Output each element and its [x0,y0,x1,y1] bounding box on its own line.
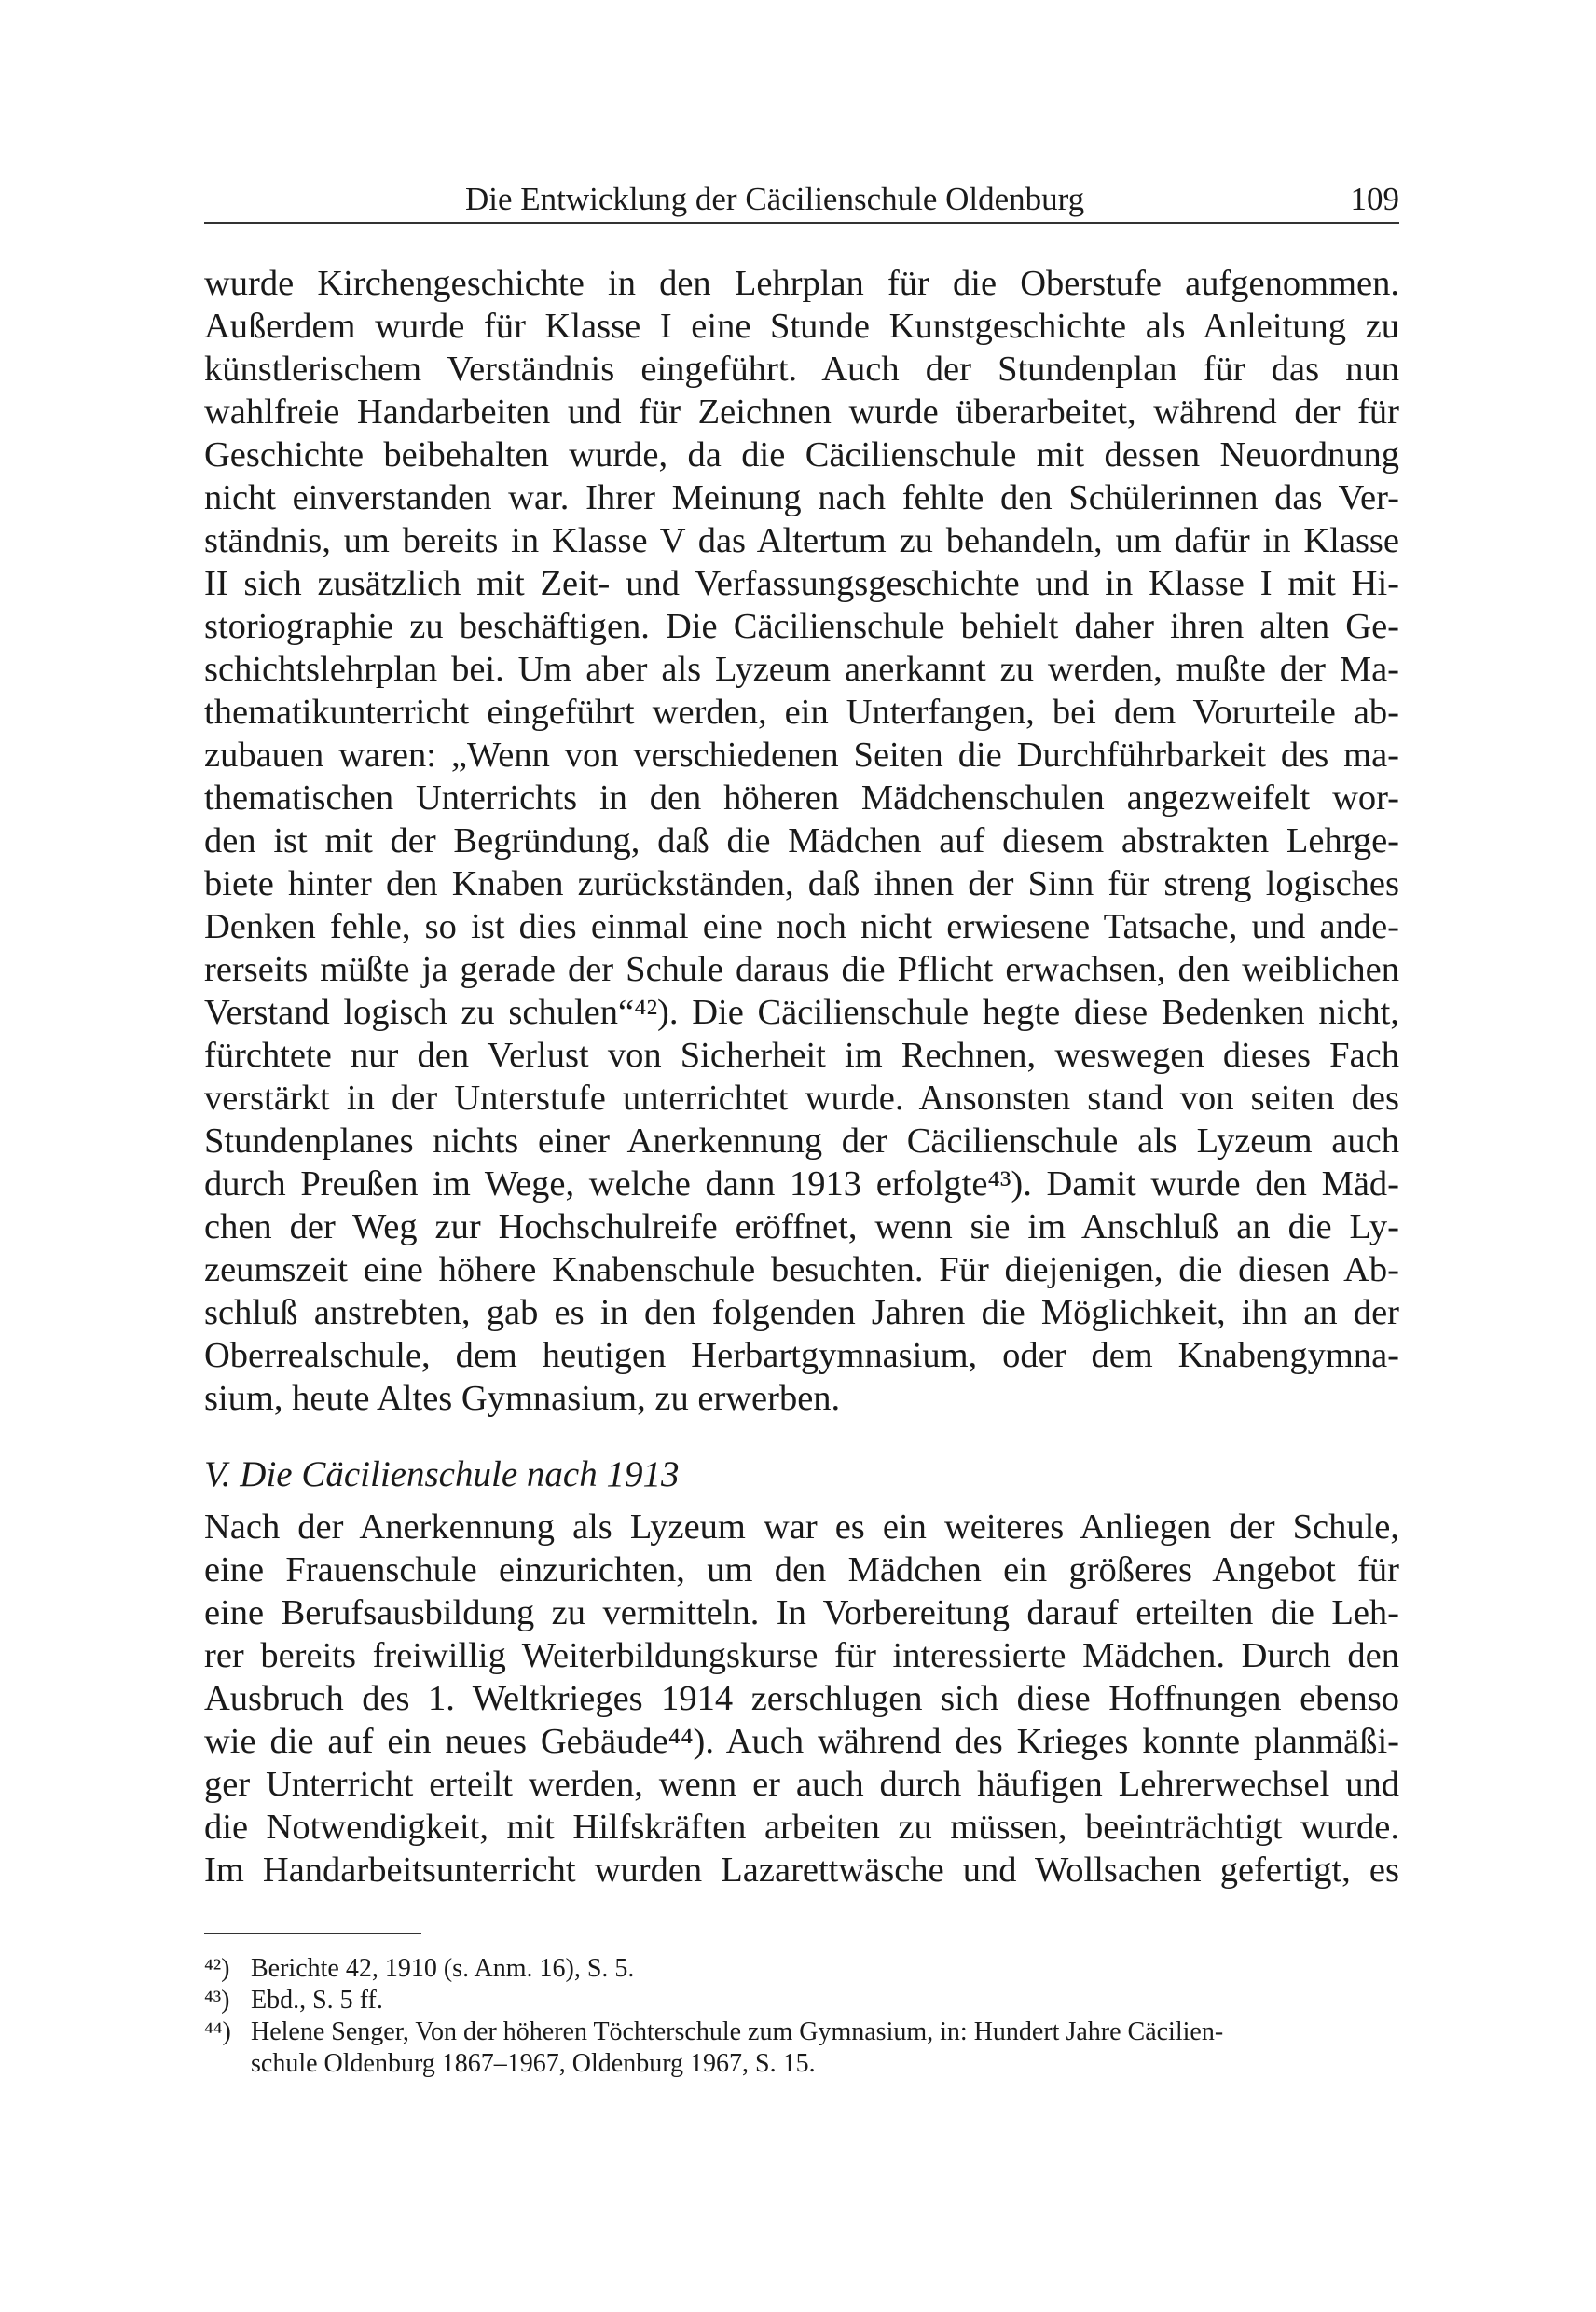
text-line: schichtslehrplan bei. Um aber als Lyzeum anerkannt zu werden, mußte der Ma- [204,650,1399,689]
text-line: eine Frauenschule einzurichten, um den Mädchen ein größeres Angebot für [204,1550,1399,1590]
running-header [204,177,1399,224]
text-line: zubauen waren: „Wenn von verschiedenen Seiten die Durchführbarkeit des ma- [204,736,1399,775]
text-line: Nach der Anerkennung als Lyzeum war es ein weiteres Anliegen der Schule, [204,1507,1399,1547]
text-line: zeumszeit eine höhere Knabenschule besuchten. Für diejenigen, die diesen Ab- [204,1250,1399,1289]
text-line: künstlerischem Verständnis eingeführt. Auch der Stundenplan für das nun [204,350,1399,389]
footnote-text: Helene Senger, Von der höheren Töchterschule zum Gymnasium, in: Hundert Jahre Cäcilien- [251,2017,1224,2046]
footnote-number: ⁴³) [204,1986,230,2015]
page-number: 109 [1350,181,1399,217]
footnote-44 [204,2016,1399,2082]
text-line: die Notwendigkeit, mit Hilfskräften arbeiten zu müssen, beeinträchtigt wurde. [204,1808,1399,1847]
text-line: schluß anstrebten, gab es in den folgenden Jahren die Möglichkeit, ihn an der [204,1293,1399,1332]
footnote-text: Ebd., S. 5 ff. [251,1986,383,2015]
text-line: chen der Weg zur Hochschulreife eröffnet, wenn sie im Anschluß an die Ly- [204,1207,1399,1246]
text-line: eine Berufsausbildung zu vermitteln. In Vorbereitung darauf erteilten die Leh- [204,1593,1399,1632]
text-line: rer bereits freiwillig Weiterbildungskurse für interessierte Mädchen. Durch den [204,1636,1399,1675]
text-line: wurde Kirchengeschichte in den Lehrplan für die Oberstufe aufgenommen. [204,264,1399,303]
text-line: Geschichte beibehalten wurde, da die Cäcilienschule mit dessen Neuordnung [204,435,1399,475]
footnote-number: ⁴²) [204,1954,230,1983]
footnote-text: Berichte 42, 1910 (s. Anm. 16), S. 5. [251,1954,635,1983]
text-line: den ist mit der Begründung, daß die Mädchen auf diesem abstrakten Lehrge- [204,821,1399,860]
footnote-rule [204,1933,421,1934]
text-line: storiographie zu beschäftigen. Die Cäcilienschule behielt daher ihren alten Ge- [204,607,1399,646]
text-line: wahlfreie Handarbeiten und für Zeichnen wurde überarbeitet, während der für [204,392,1399,432]
text-line: Verstand logisch zu schulen“⁴²). Die Cäcilienschule hegte diese Bedenken nicht, [204,993,1399,1032]
running-title: Die Entwicklung der Cäcilienschule Oldenburg [465,181,1085,217]
text-line: biete hinter den Knaben zurückständen, daß ihnen der Sinn für streng logisches [204,864,1399,903]
text-line: fürchtete nur den Verlust von Sicherheit im Rechnen, weswegen dieses Fach [204,1036,1399,1075]
text-line: verstärkt in der Unterstufe unterrichtet wurde. Ansonsten stand von seiten des [204,1079,1399,1118]
text-line: durch Preußen im Wege, welche dann 1913 erfolgte⁴³). Damit wurde den Mäd- [204,1164,1399,1204]
footnote-continuation: schule Oldenburg 1867–1967, Oldenburg 1967, S. 15. [251,2049,816,2078]
text-line: ger Unterricht erteilt werden, wenn er auch durch häufigen Lehrerwechsel und [204,1765,1399,1804]
text-line: Denken fehle, so ist dies einmal eine noch nicht erwiesene Tatsache, und ande- [204,907,1399,946]
text-line: Stundenplanes nichts einer Anerkennung der Cäcilienschule als Lyzeum auch [204,1122,1399,1161]
text-line: thematikunterricht eingeführt werden, ein Unterfangen, bei dem Vorurteile ab- [204,693,1399,732]
text-line: Außerdem wurde für Klasse I eine Stunde Kunstgeschichte als Anleitung zu [204,307,1399,346]
text-line: wie die auf ein neues Gebäude⁴⁴). Auch während des Krieges konnte planmäßi- [204,1722,1399,1761]
section-heading: V. Die Cäcilienschule nach 1913 [204,1454,680,1494]
text-line: ständnis, um bereits in Klasse V das Altertum zu behandeln, um dafür in Klasse [204,521,1399,560]
text-line: Ausbruch des 1. Weltkrieges 1914 zerschlugen sich diese Hoffnungen ebenso [204,1679,1399,1718]
text-line: Oberrealschule, dem heutigen Herbartgymnasium, oder dem Knabengymna- [204,1336,1399,1375]
footnote-number: ⁴⁴) [204,2017,231,2046]
text-line: sium, heute Altes Gymnasium, zu erwerben. [204,1379,841,1418]
text-line: thematischen Unterrichts in den höheren Mädchenschulen angezweifelt wor- [204,778,1399,818]
text-line: rerseits müßte ja gerade der Schule daraus die Pflicht erwachsen, den weiblichen [204,950,1399,989]
text-line: Im Handarbeitsunterricht wurden Lazarettwäsche und Wollsachen gefertigt, es [204,1851,1399,1890]
text-line: II sich zusätzlich mit Zeit- und Verfassungsgeschichte und in Klasse I mit Hi- [204,564,1399,603]
text-line: nicht einverstanden war. Ihrer Meinung nach fehlte den Schülerinnen das Ver- [204,478,1399,517]
